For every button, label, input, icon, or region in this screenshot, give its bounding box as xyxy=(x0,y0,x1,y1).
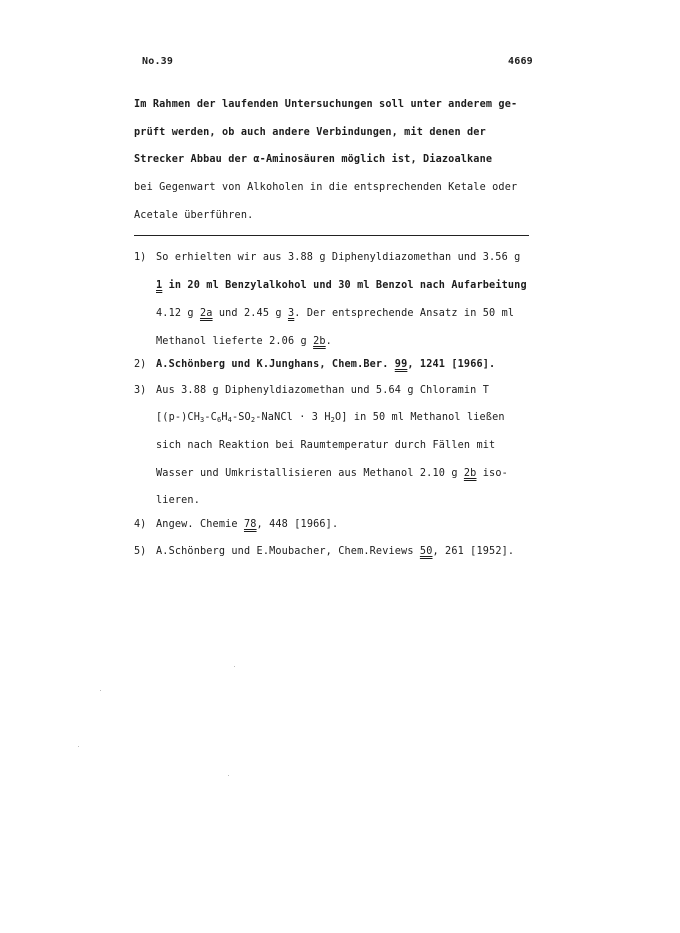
footnote-number: 3) xyxy=(134,385,147,396)
compound-ref: 2b xyxy=(313,336,326,347)
footnote-line: So erhielten wir aus 3.88 g Diphenyldiazomethan und 3.56 g xyxy=(156,252,521,263)
volume-number: 99 xyxy=(394,359,408,370)
footnote-divider xyxy=(134,235,529,236)
intro-line: Im Rahmen der laufenden Untersuchungen soll unter anderem ge- xyxy=(134,99,518,110)
footnote-line: A.Schönberg und K.Junghans, Chem.Ber. 99, 1241 [1966]. xyxy=(156,359,496,370)
footnote-line: sich nach Reaktion bei Raumtemperatur durch Fällen mit xyxy=(156,440,496,451)
footnote-number: 4) xyxy=(134,519,147,530)
compound-ref: 2a xyxy=(199,308,213,319)
volume-number: 78 xyxy=(243,519,257,530)
scan-speck xyxy=(100,690,101,691)
compound-ref: 3 xyxy=(287,308,295,319)
compound-ref: 1 xyxy=(156,280,163,291)
intro-line: Strecker Abbau der α-Aminosäuren möglich ist, Diazoalkane xyxy=(134,154,493,165)
compound-ref: 2b xyxy=(463,468,477,479)
footnote-number: 1) xyxy=(134,252,147,263)
footnote-line: Wasser und Umkristallisieren aus Methanol 2.10 g 2b iso- xyxy=(156,468,508,479)
page-number: 4669 xyxy=(508,56,533,67)
footnote-number: 2) xyxy=(134,359,147,370)
footnote-line: 1 in 20 ml Benzylalkohol und 30 ml Benzol nach Aufarbeitung xyxy=(156,280,527,291)
volume-number: 50 xyxy=(419,546,433,557)
intro-line: Acetale überführen. xyxy=(134,210,254,221)
footnote-line: Aus 3.88 g Diphenyldiazomethan und 5.64 g Chloramin T xyxy=(156,385,490,396)
footnote-line: [$(p-)CH_3-C_6H_4-SO_2$-NaNCl · 3 $H_2O$] in 50 ml Methanol ließen xyxy=(156,412,505,424)
intro-line: bei Gegenwart von Alkoholen in die entsprechenden Ketale oder xyxy=(134,182,518,193)
footnote-line: 4.12 g 2a und 2.45 g 3. Der entsprechende Ansatz in 50 ml xyxy=(156,308,515,319)
footnote-line: Methanol lieferte 2.06 g 2b. xyxy=(156,336,332,347)
scan-speck xyxy=(228,775,229,776)
footnote-number: 5) xyxy=(134,546,147,557)
footnote-line: lieren. xyxy=(156,495,200,506)
scan-speck xyxy=(78,746,79,747)
journal-issue-number: No.39 xyxy=(142,56,174,67)
intro-line: prüft werden, ob auch andere Verbindungen, mit denen der xyxy=(134,127,486,138)
footnote-line: Angew. Chemie 78, 448 [1966]. xyxy=(156,519,339,530)
footnote-line: A.Schönberg und E.Moubacher, Chem.Reviews 50, 261 [1952]. xyxy=(156,546,515,557)
scan-speck xyxy=(234,666,235,667)
